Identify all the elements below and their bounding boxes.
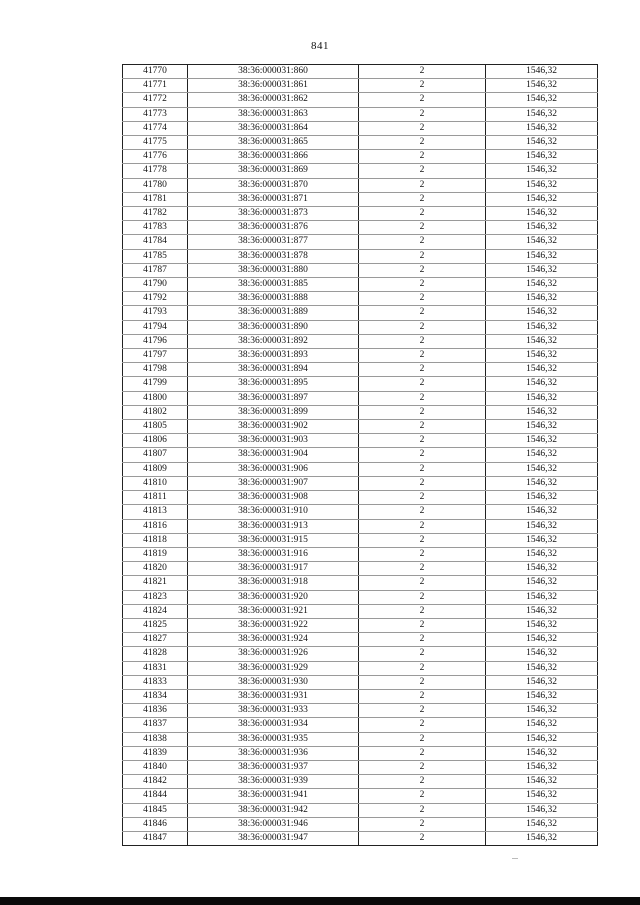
cadastral-number-cell: 38:36:000031:947 [188,831,359,845]
cadastral-number-cell: 38:36:000031:895 [188,377,359,391]
count-cell: 2 [359,618,486,632]
row-number-cell: 41792 [123,292,188,306]
cadastral-number-cell: 38:36:000031:918 [188,576,359,590]
row-number-cell: 41800 [123,391,188,405]
cadastral-number-cell: 38:36:000031:890 [188,320,359,334]
table-row [123,746,598,760]
table-row [123,491,598,505]
amount-cell: 1546,32 [486,79,598,93]
row-number-cell: 41816 [123,519,188,533]
table-row [123,434,598,448]
row-number-cell: 41842 [123,775,188,789]
row-number-cell: 41805 [123,420,188,434]
count-cell: 2 [359,831,486,845]
cadastral-number-cell: 38:36:000031:897 [188,391,359,405]
table-row [123,732,598,746]
row-number-cell: 41771 [123,79,188,93]
amount-cell: 1546,32 [486,249,598,263]
row-number-cell: 41784 [123,235,188,249]
amount-cell: 1546,32 [486,221,598,235]
amount-cell: 1546,32 [486,377,598,391]
count-cell: 2 [359,292,486,306]
row-number-cell: 41776 [123,150,188,164]
row-number-cell: 41775 [123,136,188,150]
row-number-cell: 41823 [123,590,188,604]
cadastral-number-cell: 38:36:000031:863 [188,107,359,121]
amount-cell: 1546,32 [486,349,598,363]
row-number-cell: 41847 [123,831,188,845]
count-cell: 2 [359,306,486,320]
count-cell: 2 [359,79,486,93]
row-number-cell: 41840 [123,760,188,774]
table-row [123,689,598,703]
amount-cell: 1546,32 [486,491,598,505]
table-row [123,803,598,817]
amount-cell: 1546,32 [486,817,598,831]
table-row [123,817,598,831]
count-cell: 2 [359,817,486,831]
amount-cell: 1546,32 [486,831,598,845]
cadastral-number-cell: 38:36:000031:942 [188,803,359,817]
cadastral-number-cell: 38:36:000031:870 [188,178,359,192]
amount-cell: 1546,32 [486,803,598,817]
count-cell: 2 [359,405,486,419]
row-number-cell: 41778 [123,164,188,178]
count-cell: 2 [359,178,486,192]
count-cell: 2 [359,789,486,803]
count-cell: 2 [359,349,486,363]
amount-cell: 1546,32 [486,65,598,79]
count-cell: 2 [359,65,486,79]
table-row [123,334,598,348]
count-cell: 2 [359,150,486,164]
row-number-cell: 41820 [123,562,188,576]
amount-cell: 1546,32 [486,462,598,476]
table-row [123,533,598,547]
amount-cell: 1546,32 [486,576,598,590]
table-row [123,760,598,774]
cadastral-number-cell: 38:36:000031:939 [188,775,359,789]
amount-cell: 1546,32 [486,150,598,164]
amount-cell: 1546,32 [486,704,598,718]
count-cell: 2 [359,547,486,561]
count-cell: 2 [359,93,486,107]
amount-cell: 1546,32 [486,292,598,306]
table-row [123,576,598,590]
row-number-cell: 41790 [123,278,188,292]
count-cell: 2 [359,746,486,760]
count-cell: 2 [359,278,486,292]
amount-cell: 1546,32 [486,604,598,618]
amount-cell: 1546,32 [486,718,598,732]
cadastral-number-cell: 38:36:000031:908 [188,491,359,505]
table-row [123,306,598,320]
row-number-cell: 41781 [123,192,188,206]
cadastral-number-cell: 38:36:000031:933 [188,704,359,718]
row-number-cell: 41818 [123,533,188,547]
amount-cell: 1546,32 [486,775,598,789]
table-row [123,292,598,306]
row-number-cell: 41787 [123,263,188,277]
count-cell: 2 [359,363,486,377]
cadastral-number-cell: 38:36:000031:946 [188,817,359,831]
count-cell: 2 [359,334,486,348]
table-row [123,405,598,419]
count-cell: 2 [359,207,486,221]
row-number-cell: 41825 [123,618,188,632]
cadastral-number-cell: 38:36:000031:921 [188,604,359,618]
table-row [123,647,598,661]
count-cell: 2 [359,420,486,434]
cadastral-number-cell: 38:36:000031:920 [188,590,359,604]
page-number: 841 [311,40,329,52]
table-row [123,249,598,263]
cadastral-number-cell: 38:36:000031:936 [188,746,359,760]
cadastral-number-cell: 38:36:000031:913 [188,519,359,533]
count-cell: 2 [359,647,486,661]
cadastral-number-cell: 38:36:000031:871 [188,192,359,206]
row-number-cell: 41793 [123,306,188,320]
row-number-cell: 41794 [123,320,188,334]
row-number-cell: 41773 [123,107,188,121]
cadastral-number-cell: 38:36:000031:861 [188,79,359,93]
scan-mark [512,858,518,859]
count-cell: 2 [359,107,486,121]
table-row [123,221,598,235]
row-number-cell: 41838 [123,732,188,746]
row-number-cell: 41833 [123,675,188,689]
count-cell: 2 [359,476,486,490]
cadastral-number-cell: 38:36:000031:860 [188,65,359,79]
row-number-cell: 41802 [123,405,188,419]
row-number-cell: 41785 [123,249,188,263]
count-cell: 2 [359,235,486,249]
table-row [123,178,598,192]
cadastral-number-cell: 38:36:000031:873 [188,207,359,221]
cadastral-number-cell: 38:36:000031:894 [188,363,359,377]
amount-cell: 1546,32 [486,121,598,135]
cadastral-number-cell: 38:36:000031:888 [188,292,359,306]
cadastral-number-cell: 38:36:000031:937 [188,760,359,774]
row-number-cell: 41845 [123,803,188,817]
table-row [123,93,598,107]
cadastral-number-cell: 38:36:000031:910 [188,505,359,519]
amount-cell: 1546,32 [486,405,598,419]
count-cell: 2 [359,590,486,604]
cadastral-number-cell: 38:36:000031:862 [188,93,359,107]
cadastral-number-cell: 38:36:000031:864 [188,121,359,135]
amount-cell: 1546,32 [486,661,598,675]
cadastral-number-cell: 38:36:000031:885 [188,278,359,292]
count-cell: 2 [359,491,486,505]
row-number-cell: 41783 [123,221,188,235]
row-number-cell: 41828 [123,647,188,661]
cadastral-number-cell: 38:36:000031:865 [188,136,359,150]
amount-cell: 1546,32 [486,562,598,576]
cadastral-number-cell: 38:36:000031:866 [188,150,359,164]
cadastral-number-cell: 38:36:000031:907 [188,476,359,490]
table-row [123,65,598,79]
row-number-cell: 41772 [123,93,188,107]
row-number-cell: 41799 [123,377,188,391]
row-number-cell: 41836 [123,704,188,718]
count-cell: 2 [359,576,486,590]
table-body [123,65,598,846]
row-number-cell: 41827 [123,633,188,647]
amount-cell: 1546,32 [486,590,598,604]
row-number-cell: 41809 [123,462,188,476]
row-number-cell: 41796 [123,334,188,348]
count-cell: 2 [359,249,486,263]
count-cell: 2 [359,164,486,178]
cadastral-number-cell: 38:36:000031:869 [188,164,359,178]
row-number-cell: 41837 [123,718,188,732]
row-number-cell: 41806 [123,434,188,448]
count-cell: 2 [359,562,486,576]
row-number-cell: 41807 [123,448,188,462]
row-number-cell: 41834 [123,689,188,703]
row-number-cell: 41839 [123,746,188,760]
cadastral-number-cell: 38:36:000031:922 [188,618,359,632]
count-cell: 2 [359,263,486,277]
amount-cell: 1546,32 [486,207,598,221]
amount-cell: 1546,32 [486,334,598,348]
amount-cell: 1546,32 [486,420,598,434]
row-number-cell: 41782 [123,207,188,221]
amount-cell: 1546,32 [486,476,598,490]
amount-cell: 1546,32 [486,320,598,334]
cadastral-number-cell: 38:36:000031:929 [188,661,359,675]
amount-cell: 1546,32 [486,192,598,206]
row-number-cell: 41770 [123,65,188,79]
count-cell: 2 [359,675,486,689]
count-cell: 2 [359,320,486,334]
count-cell: 2 [359,533,486,547]
amount-cell: 1546,32 [486,178,598,192]
table-row [123,320,598,334]
table-row [123,164,598,178]
cadastral-number-cell: 38:36:000031:916 [188,547,359,561]
count-cell: 2 [359,689,486,703]
row-number-cell: 41811 [123,491,188,505]
row-number-cell: 41844 [123,789,188,803]
cadastral-number-cell: 38:36:000031:926 [188,647,359,661]
cadastral-number-cell: 38:36:000031:893 [188,349,359,363]
cadastral-number-cell: 38:36:000031:899 [188,405,359,419]
amount-cell: 1546,32 [486,732,598,746]
row-number-cell: 41798 [123,363,188,377]
count-cell: 2 [359,448,486,462]
count-cell: 2 [359,519,486,533]
row-number-cell: 41821 [123,576,188,590]
row-number-cell: 41813 [123,505,188,519]
row-number-cell: 41774 [123,121,188,135]
amount-cell: 1546,32 [486,434,598,448]
count-cell: 2 [359,803,486,817]
amount-cell: 1546,32 [486,93,598,107]
table-row [123,349,598,363]
count-cell: 2 [359,391,486,405]
table-row [123,79,598,93]
cadastral-number-cell: 38:36:000031:915 [188,533,359,547]
table-row [123,363,598,377]
table-row [123,150,598,164]
count-cell: 2 [359,434,486,448]
scan-bottom-border [0,897,640,905]
count-cell: 2 [359,633,486,647]
cadastral-number-cell: 38:36:000031:902 [188,420,359,434]
amount-cell: 1546,32 [486,789,598,803]
cadastral-number-cell: 38:36:000031:876 [188,221,359,235]
amount-cell: 1546,32 [486,391,598,405]
table-row [123,789,598,803]
cadastral-number-cell: 38:36:000031:930 [188,675,359,689]
table-row [123,590,598,604]
table-row [123,547,598,561]
table-row [123,235,598,249]
table-row [123,604,598,618]
table-row [123,207,598,221]
count-cell: 2 [359,192,486,206]
row-number-cell: 41810 [123,476,188,490]
amount-cell: 1546,32 [486,675,598,689]
amount-cell: 1546,32 [486,363,598,377]
row-number-cell: 41831 [123,661,188,675]
table-row [123,718,598,732]
cadastral-number-cell: 38:36:000031:878 [188,249,359,263]
registry-table [122,64,598,846]
cadastral-number-cell: 38:36:000031:877 [188,235,359,249]
cadastral-number-cell: 38:36:000031:904 [188,448,359,462]
amount-cell: 1546,32 [486,547,598,561]
cadastral-number-cell: 38:36:000031:892 [188,334,359,348]
table-row [123,448,598,462]
row-number-cell: 41846 [123,817,188,831]
cadastral-number-cell: 38:36:000031:906 [188,462,359,476]
count-cell: 2 [359,136,486,150]
table-row [123,420,598,434]
table-row [123,107,598,121]
table-row [123,278,598,292]
amount-cell: 1546,32 [486,689,598,703]
amount-cell: 1546,32 [486,760,598,774]
amount-cell: 1546,32 [486,647,598,661]
table-row [123,562,598,576]
count-cell: 2 [359,221,486,235]
table-row [123,775,598,789]
amount-cell: 1546,32 [486,618,598,632]
amount-cell: 1546,32 [486,107,598,121]
count-cell: 2 [359,775,486,789]
table-row [123,633,598,647]
table-row [123,121,598,135]
table-row [123,831,598,845]
count-cell: 2 [359,704,486,718]
count-cell: 2 [359,505,486,519]
count-cell: 2 [359,661,486,675]
table-row [123,505,598,519]
count-cell: 2 [359,604,486,618]
count-cell: 2 [359,462,486,476]
count-cell: 2 [359,121,486,135]
count-cell: 2 [359,718,486,732]
amount-cell: 1546,32 [486,746,598,760]
table-row [123,661,598,675]
count-cell: 2 [359,760,486,774]
cadastral-number-cell: 38:36:000031:931 [188,689,359,703]
table-row [123,136,598,150]
row-number-cell: 41797 [123,349,188,363]
amount-cell: 1546,32 [486,306,598,320]
table-row [123,519,598,533]
cadastral-number-cell: 38:36:000031:880 [188,263,359,277]
table-row [123,192,598,206]
amount-cell: 1546,32 [486,633,598,647]
amount-cell: 1546,32 [486,533,598,547]
row-number-cell: 41780 [123,178,188,192]
cadastral-number-cell: 38:36:000031:903 [188,434,359,448]
row-number-cell: 41824 [123,604,188,618]
table-row [123,476,598,490]
amount-cell: 1546,32 [486,448,598,462]
cadastral-number-cell: 38:36:000031:941 [188,789,359,803]
table-row [123,675,598,689]
cadastral-number-cell: 38:36:000031:935 [188,732,359,746]
table-row [123,263,598,277]
count-cell: 2 [359,377,486,391]
cadastral-number-cell: 38:36:000031:917 [188,562,359,576]
table-row [123,391,598,405]
row-number-cell: 41819 [123,547,188,561]
amount-cell: 1546,32 [486,164,598,178]
amount-cell: 1546,32 [486,263,598,277]
table-row [123,704,598,718]
amount-cell: 1546,32 [486,235,598,249]
table-row [123,377,598,391]
amount-cell: 1546,32 [486,136,598,150]
cadastral-number-cell: 38:36:000031:934 [188,718,359,732]
count-cell: 2 [359,732,486,746]
cadastral-number-cell: 38:36:000031:924 [188,633,359,647]
cadastral-number-cell: 38:36:000031:889 [188,306,359,320]
amount-cell: 1546,32 [486,505,598,519]
amount-cell: 1546,32 [486,278,598,292]
table-row [123,618,598,632]
table-row [123,462,598,476]
amount-cell: 1546,32 [486,519,598,533]
